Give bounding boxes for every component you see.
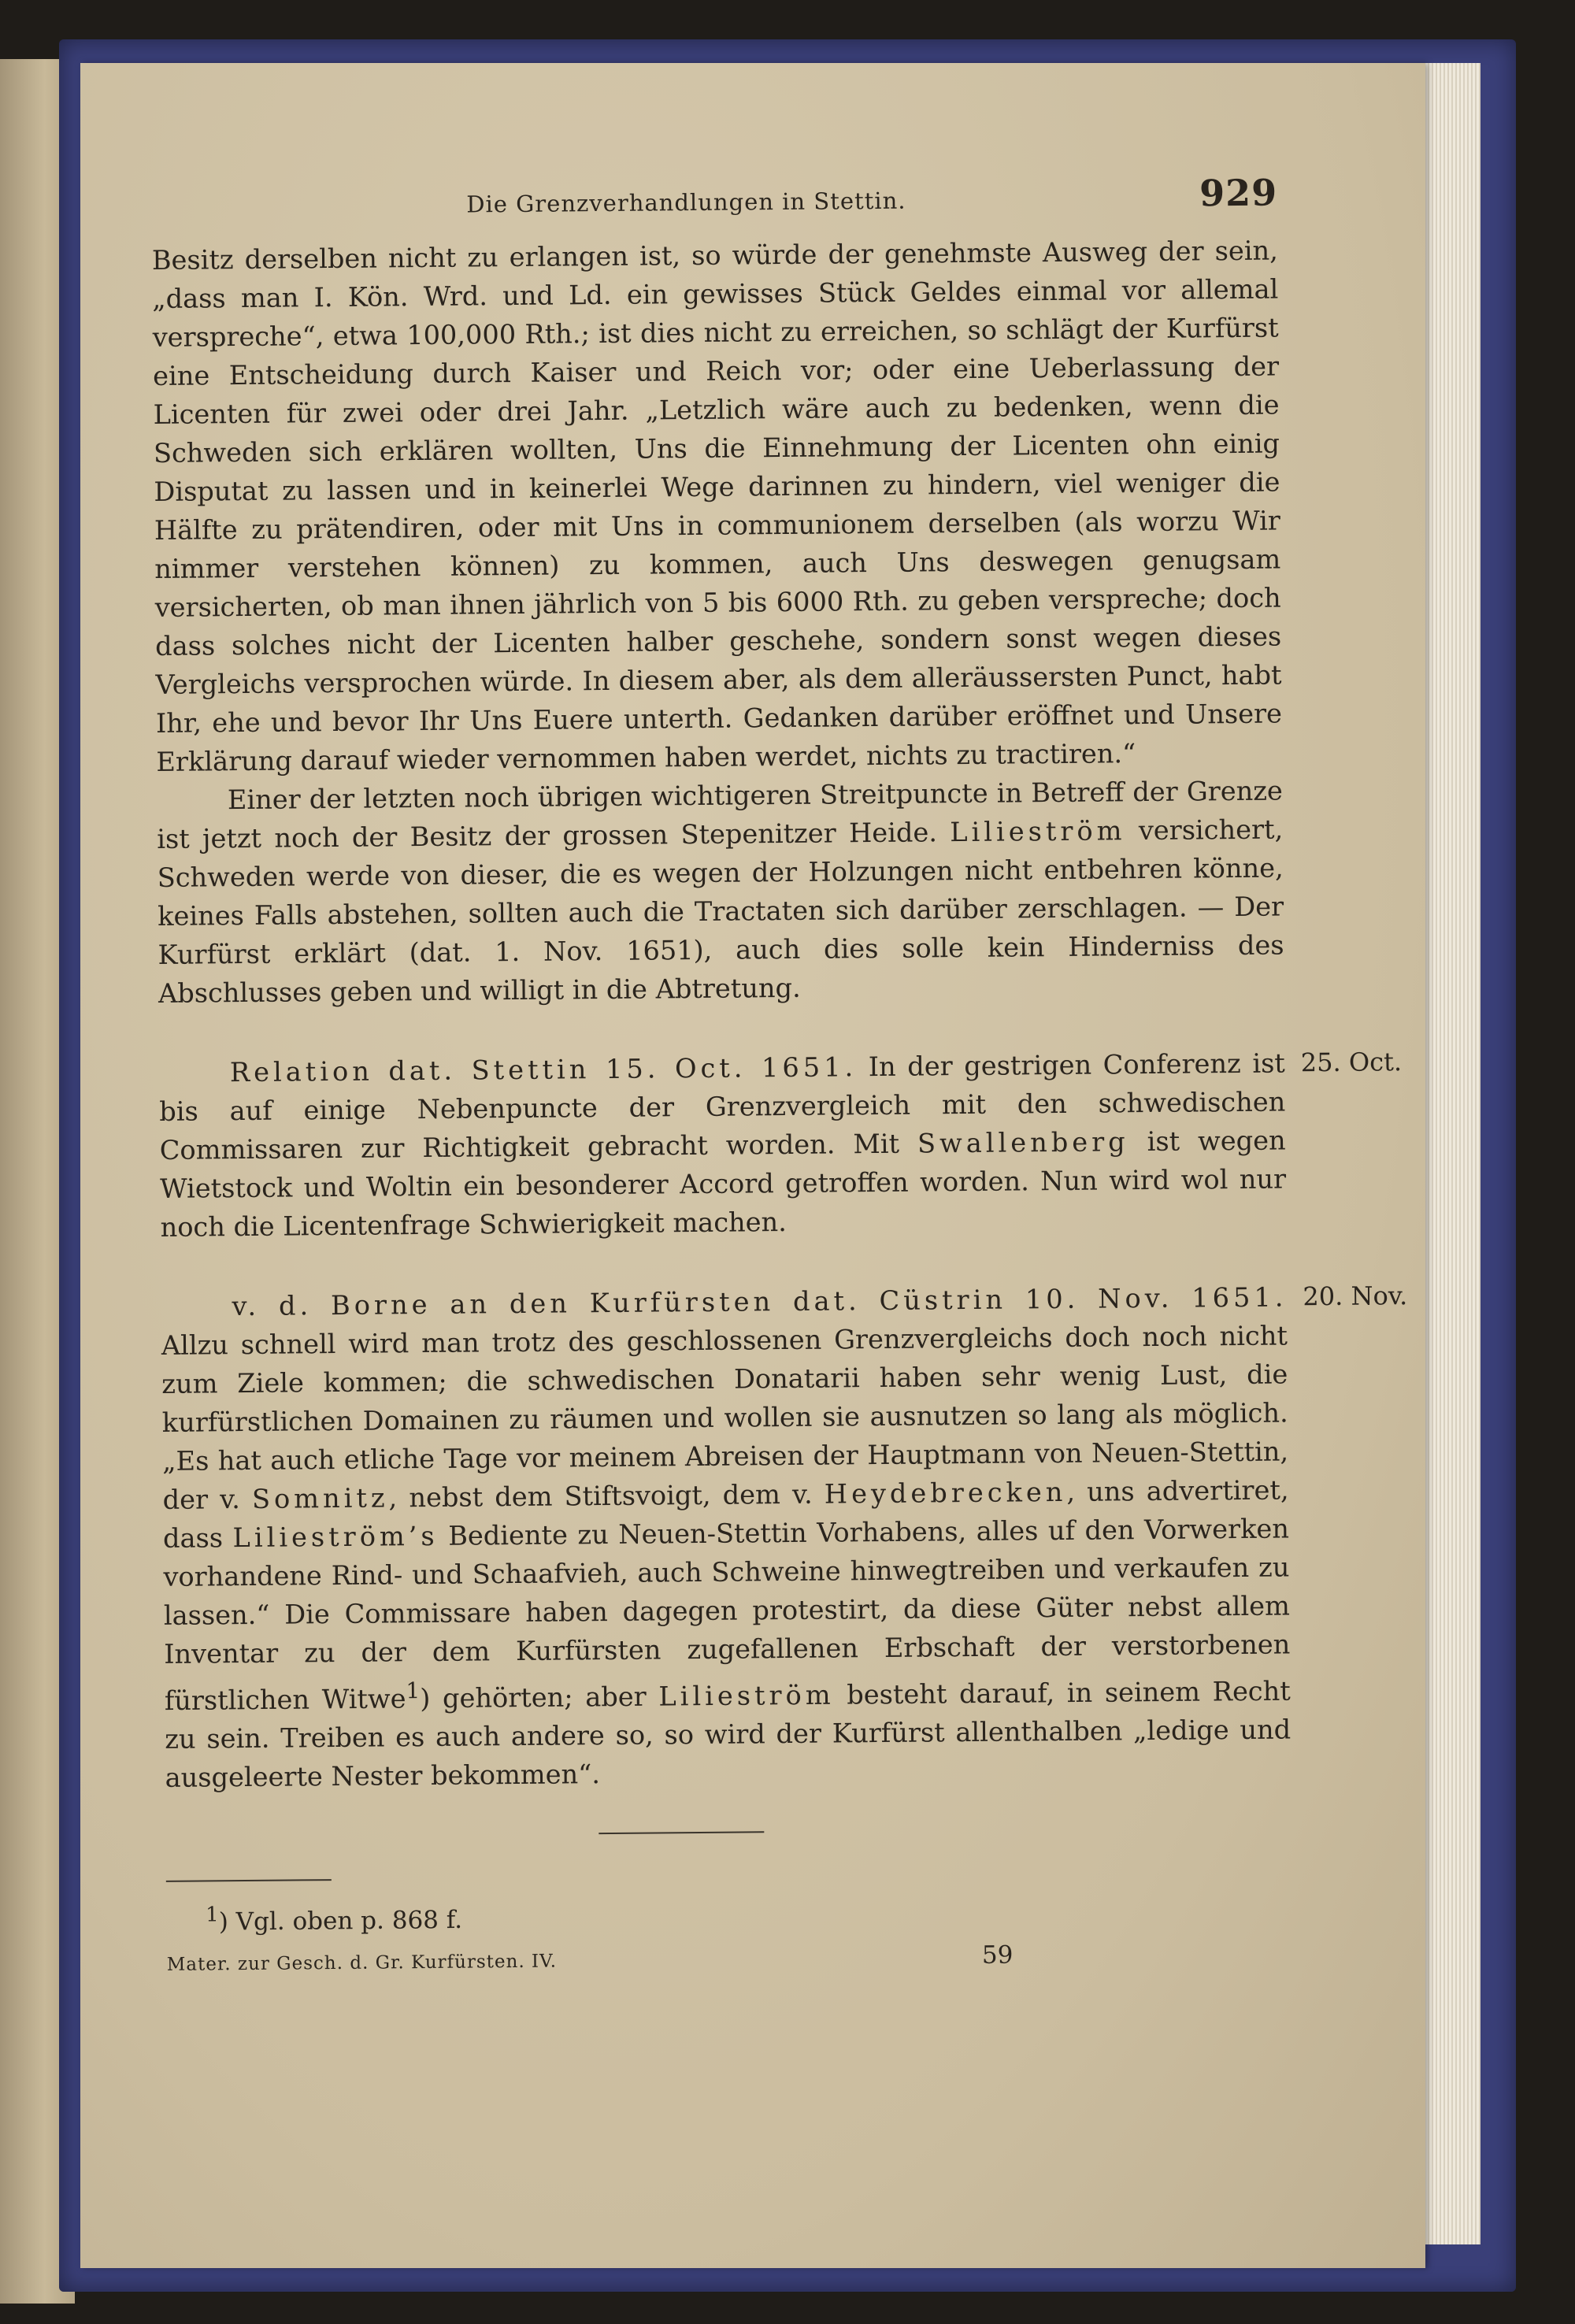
section-end-rule	[598, 1831, 764, 1834]
entry-2-text: v. d. Borne an den Kurfürsten dat. Cüstrin 10. Nov. 1651. Allzu schnell wird man trotz des geschlossenen Grenzvergleichs doch noch nicht zum Ziele kommen; die schwedischen Donatarii haben sehr wenig Lust, die kurfürstlichen Domainen zu räumen und wollen sie ausnutzen so lang als möglich. „Es hat auch etliche Tage vor meinem Abreisen der Hauptmann von Neuen-Stettin, der v. Somnitz, nebst dem Stiftsvoigt, dem v. Heydebrecken, uns advertiret, dass Lilieström’s Bediente zu Neuen-Stettin Vorhabens, alles uf den Vorwerken vorhandene Rind- und Schaafvieh, auch Schweine hinwegtreiben und verkaufen zu lassen.“ Die Commissare haben dagegen protestirt, da diese Güter nebst allem Inventar zu der dem Kurfürsten zugefallenen Erbschaft der verstorbenen fürstlichen Witwe$^1$) gehörten; aber Lilieström besteht darauf, in seinem Recht zu sein. Treiben es auch andere so, so wird der Kurfürst allenthalben „ledige und ausgeleerte Nester bekommen“.	[161, 1281, 1292, 1794]
entry-1-text-a: In der gestrigen Conferenz ist bis auf einige Nebenpuncte der Grenzvergleich mit den schwedischen Commissaren zur Richtigkeit gebracht worden. Mit	[159, 1047, 1286, 1166]
series-title: Mater. zur Gesch. d. Gr. Kurfürsten. IV.	[166, 1951, 558, 1975]
person-name-liliestroems: Lilieström’s	[232, 1520, 439, 1554]
page-content	[151, 171, 1408, 1977]
running-title: Die Grenzverhandlungen in Stettin.	[466, 187, 906, 218]
page-block-edges	[1418, 63, 1480, 2244]
entry-2-text-f: besteht darauf, in seinem Recht zu sein. Treiben es auch andere so, so wird der Kurfürst allenthalben „ledige und ausgeleerte Nester bekommen“.	[165, 1675, 1292, 1794]
footnote-text: Vgl. oben p. 868 f.	[235, 1906, 463, 1937]
page-footer	[167, 1938, 1293, 1976]
running-header	[151, 172, 1277, 224]
paragraph-2	[157, 771, 1285, 1012]
entry-2-text-c: , uns advertiret, dass	[162, 1474, 1289, 1554]
entry-1-heading: Relation dat. Stettin 15. Oct. 1651.	[229, 1051, 858, 1088]
footnote-marker: 1	[206, 1903, 219, 1927]
entry-2-text-b: , nebst dem Stiftsvoigt, dem v.	[388, 1478, 813, 1514]
person-name-liliestroem: Lilieström	[950, 815, 1126, 848]
margin-date-oct: 25. Oct.	[1300, 1047, 1403, 1078]
entry-2-heading: v. d. Borne an den Kurfürsten dat. Cüstrin 10. Nov. 1651.	[232, 1281, 1288, 1322]
footnote-ref: 1	[406, 1677, 421, 1704]
entry-2-text-a: Allzu schnell wird man trotz des geschlossenen Grenzvergleichs doch noch nicht zum Ziele kommen; die schwedischen Donatarii haben sehr wenig Lust, die kurfürstlichen Domainen zu räumen und wollen sie ausnutzen so lang als möglich. „Es hat auch etliche Tage vor meinem Abreisen der Hauptmann von Neuen-Stettin, der v.	[161, 1320, 1289, 1515]
entry-relation	[159, 1043, 1403, 1246]
footnote-rule	[166, 1879, 332, 1882]
margin-date-nov: 20. Nov.	[1303, 1281, 1408, 1312]
entry-1-text-b: ist wegen Wietstock und Woltin ein besonderer Accord getroffen worden. Nun wird wol nur noch die Licentenfrage Schwierigkeit machen.	[159, 1125, 1287, 1243]
entry-2-text-d: Bediente zu Neuen-Stettin Vorhabens, alles uf den Vorwerken vorhandene Rind- und Schaafvieh, auch Schweine hinwegtreiben und verkaufen zu lassen.“ Die Commissare haben dagegen protestirt, da diese Güter nebst allem Inventar zu der dem Kurfürsten zugefallenen Erbschaft der verstorbenen fürstlichen Witwe	[163, 1513, 1291, 1717]
paragraph-2-start: Einer der letzten noch übrigen wichtigeren Streitpuncte in Betreff der Grenze ist jetzt noch der Besitz der grossen Stepenitzer Heide.	[157, 775, 1283, 854]
paragraph-1: Besitz derselben nicht zu erlangen ist, so würde der genehmste Ausweg der sein, „dass man I. Kön. Wrd. und Ld. ein gewisses Stück Geldes einmal vor allemal verspreche“, etwa 100,000 Rth.; ist dies nicht zu erreichen, so schlägt der Kurfürst eine Entscheidung durch Kaiser und Reich vor; oder eine Ueberlassung der Licenten für zwei oder drei Jahr. „Letzlich wäre auch zu bedenken, wenn die Schweden sich erklären wollten, Uns die Einnehmung der Licenten ohn einig Disputat zu lassen und in keinerlei Wege darinnen zu hindern, viel weniger die Hälfte zu prätendiren, oder mit Uns in communionem derselben (als worzu Wir nimmer verstehen können) zu kommen, auch Uns deswegen genugsam versicherten, ob man ihnen jährlich von 5 bis 6000 Rth. zu geben verspreche; doch dass solches nicht der Licenten halber geschehe, sondern sonst wegen dieses Vergleichs versprochen würde. In diesem aber, als dem alleräussersten Punct, habt Ihr, ehe und bevor Ihr Uns Euere unterth. Gedanken darüber eröffnet und Unsere Erklärung darauf wieder vernommen haben werdet, nichts zu tractiren.“	[151, 235, 1283, 777]
person-name-swallenberg: Swallenberg	[917, 1126, 1129, 1159]
paragraph-2-end: versichert, Schweden werde von dieser, die es wegen der Holzungen nicht entbehren könne, keines Falls abstehen, sollten auch die Tractaten sich darüber zerschlagen. — Der Kurfürst erklärt (dat. 1. Nov. 1651), auch dies solle kein Hinderniss des Abschlusses geben und willigt in die Abtretung.	[157, 814, 1284, 1009]
entry-1-text	[159, 1043, 1287, 1246]
person-name-somnitz: Somnitz	[251, 1482, 389, 1514]
entry-borne	[161, 1277, 1408, 1797]
entry-2-text-e: gehörten; aber	[442, 1681, 647, 1714]
person-name-liliestroem-2: Lilieström	[658, 1679, 835, 1712]
page-number: 929	[1199, 171, 1278, 215]
person-name-heydebrecken: Heydebrecken	[824, 1476, 1067, 1510]
footnote: $^1$) Vgl. oben p. 868 f.	[206, 1903, 463, 1937]
signature-mark: 59	[981, 1940, 1014, 1970]
book-page	[80, 63, 1425, 2268]
